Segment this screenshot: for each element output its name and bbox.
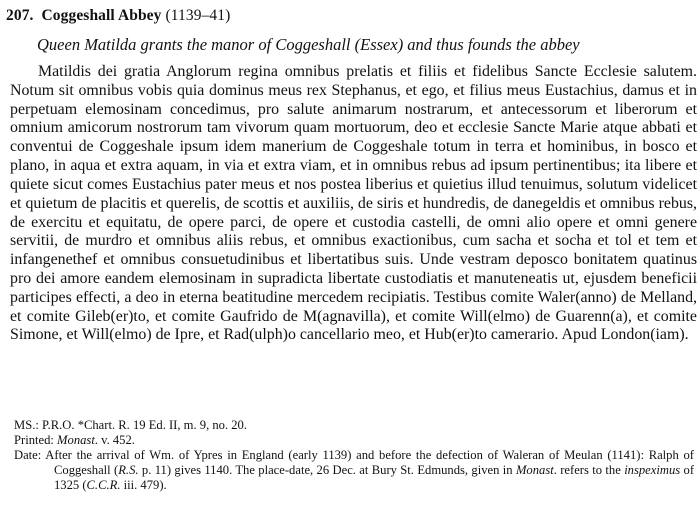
printed-source: Monast — [57, 433, 95, 448]
date-source-monast: Monast — [515, 463, 554, 478]
date-text-e: . refers to the — [553, 463, 625, 478]
date-source-rs: R.S. — [118, 463, 139, 478]
apparatus-notes — [14, 418, 694, 493]
entry-heading — [6, 7, 230, 25]
date-text-c: p. 11) gives 1140. The place-date, 26 Dec. at Bury St. Edmunds, given in — [138, 463, 516, 478]
charter-text: Matildis dei gratia Anglorum regina omnibus prelatis et filiis et fidelibus Sancte Ecclesie salutem. Notum sit omnibus vobis quia dominus meus rex Stephanus, et ego, et filius meus Eustachius, damus et in perpetuam elemosinam concedimus, pro salute animarum nostrarum, et antecessorum et liberorum et omnium amicorum nostrorum tam vivorum quam mortuorum, deo et ecclesie Sancte Marie atque abbati et conventui de Coggeshale ipsum idem manerium de Coggeshale totum in terra et hominibus, in bosco et plano, in aqua et extra aquam, in via et extra viam, et in omnibus rebus ad ipsum pertinentibus; ita libere et quiete sicut comes Eustachius pater meus et nos postea liberius et quietius illud tenuimus, solutum videlicet et quietum de placitis et querelis, de scottis et auxiliis, de siris et hundredis, de danegeldis et omnibus rebus, de exercitu et equitatu, de opere parci, de opere et custodia castelli, de omni alio opere et omni genere servitii, de murdro et omnibus aliis rebus, et omnibus exactionibus, cum sacha et socha et tol et tem et infangenethef et omnibus consuetudinibus et libertatibus suis. Unde vestram deposco bonitatem quatinus pro dei amore eandem elemosinam in supradicta libertate custodiatis et manuteneatis ut, ejusdem beneficii participes effecti, a deo in eterna beatitudine mercedem recipiatis. Testibus comite Waler(anno) de Melland, et comite Gileb(er)to, et comite Gaufrido de M(agnavilla), et comite Will(elmo) de Guarenn(a), et comite Simone, et Will(elmo) de Ipre, et Rad(ulph)o cancellario meo, et Hub(er)to camerario. Apud London(iam). — [10, 63, 697, 344]
date-source-ccr: C.C.R. — [86, 478, 121, 493]
entry-number: 207. — [6, 7, 34, 24]
entry-dates: (1139–41) — [165, 7, 231, 24]
printed-ref: . v. 452. — [94, 433, 135, 448]
entry-title: Coggeshall Abbey — [41, 7, 162, 24]
date-text-g: of 1325 ( — [54, 463, 695, 493]
printed-label: Printed: — [14, 433, 58, 448]
printed-note — [14, 433, 694, 448]
date-note — [14, 448, 694, 493]
entry-subtitle — [37, 35, 580, 55]
date-text-i: iii. 479). — [120, 478, 167, 493]
subtitle-part-a: Queen Matilda grants the manor of Coggeshall ( — [37, 35, 361, 54]
date-inspeximus: inspeximus — [624, 463, 681, 478]
date-text-a: Date: After the arrival of Wm. of Ypres in England (early 1139) and before the defection of Waleran of Meulan (1141): Ralph of Coggeshall ( — [14, 448, 694, 478]
subtitle-part-c: ) and thus founds the abbey — [397, 35, 580, 54]
manuscript-note: MS.: P.R.O. *Chart. R. 19 Ed. II, m. 9, no. 20. — [14, 418, 247, 432]
subtitle-county: Essex — [360, 35, 398, 54]
